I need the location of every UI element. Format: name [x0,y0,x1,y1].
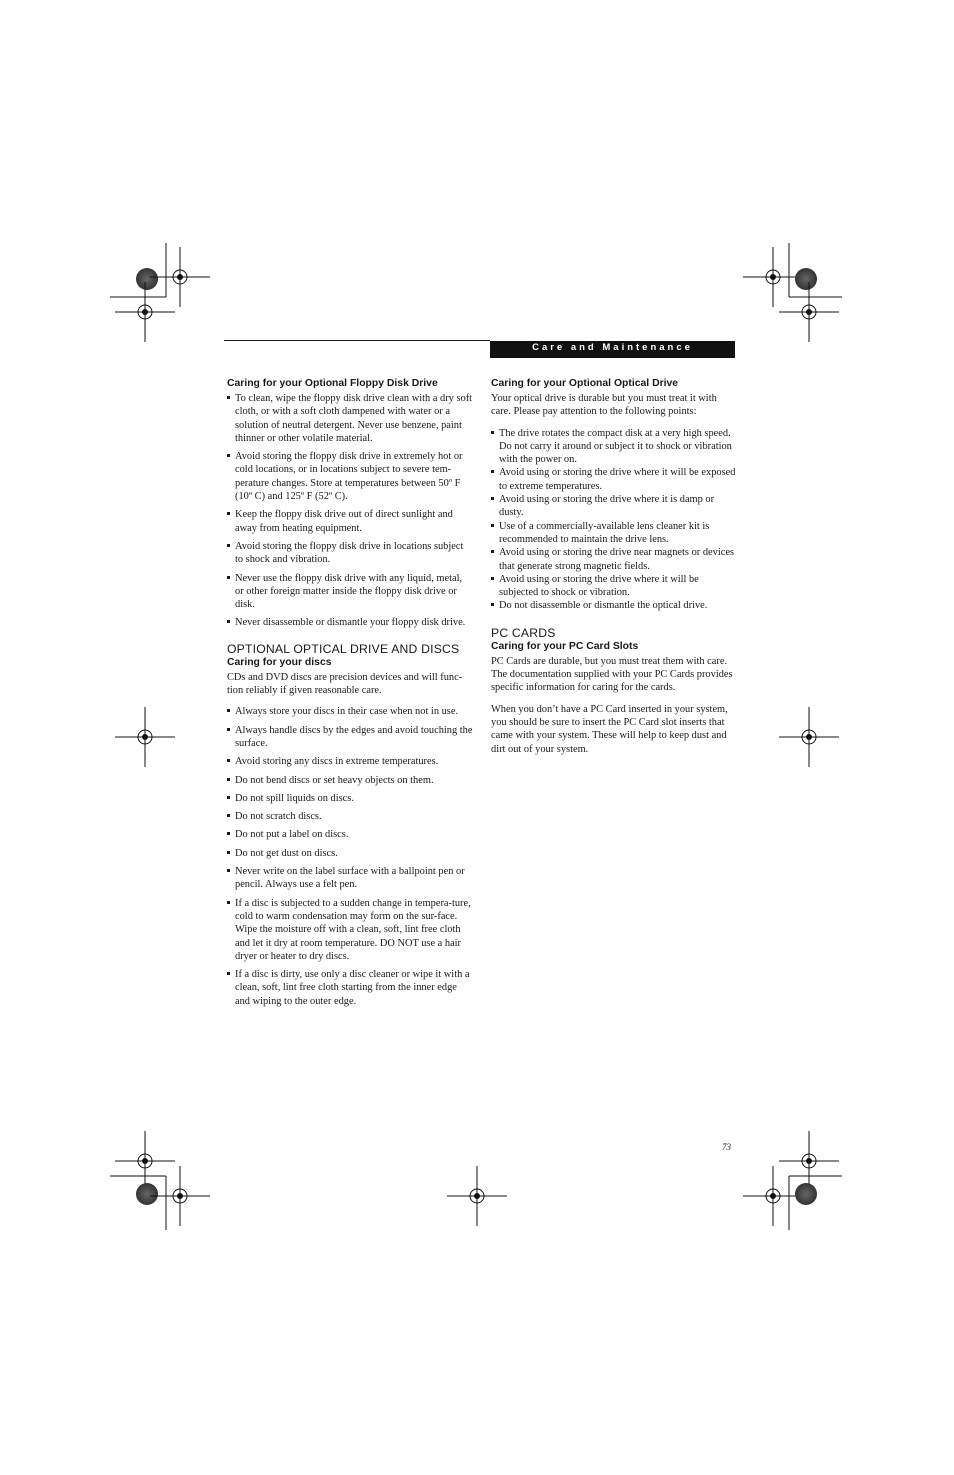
list-item: Do not spill liquids on discs. [227,792,473,805]
registration-mark-icon [795,1183,817,1205]
pc-cards-para-2: When you don’t have a PC Card inserted in your system, you should be sure to insert the PC Card slot inserts that came with your system. These will help to keep dust and dirt out of your system. [491,703,728,755]
list-item: Never write on the label surface with a ballpoint pen or pencil. Always use a felt pen. [227,865,473,892]
list-item: Keep the floppy disk drive out of direct sunlight and away from heating equipment. [227,508,473,535]
optical-drive-heading: Caring for your Optional Optical Drive [491,378,679,389]
list-item: Avoid storing the floppy disk drive in extremely hot or cold locations, or in locations subject to severe tem-perature changes. Store at temperatures between 50º F (10º C) and 125º F (52º C). [227,450,473,503]
page-number: 73 [722,1142,731,1152]
registration-mark-icon [743,1166,803,1226]
registration-mark-icon [779,1131,839,1191]
list-item: If a disc is dirty, use only a disc cleaner or wipe it with a clean, soft, lint free cloth starting from the inner edge and wiping to the outer edge. [227,968,473,1008]
list-item: Always handle discs by the edges and avoid touching the surface. [227,724,473,751]
optical-drive-intro: Your optical drive is durable but you must treat it with care. Please pay attention to the following points: [491,393,717,418]
optical-discs-section-title: OPTIONAL OPTICAL DRIVE AND DISCS [227,641,460,656]
pc-cards-para-1: PC Cards are durable, but you must treat them with care. The documentation supplied with your PC Cards provides specific information for caring for the cards. [491,655,733,694]
registration-mark-icon [779,282,839,342]
registration-mark-icon [136,1183,158,1205]
list-item: Never use the floppy disk drive with any liquid, metal, or other foreign matter inside the floppy disk drive or disk. [227,572,473,612]
registration-mark-icon [779,707,839,767]
list-item: If a disc is subjected to a sudden change in tempera-ture, cold to warm condensation may form on the sur-face. Wipe the moisture off with a clean, soft, lint free cloth and let it dry at room temperature. DO NOT use a hair dryer or heater to dry discs. [227,897,473,963]
discs-heading: Caring for your discs [227,656,332,668]
discs-intro: CDs and DVD discs are precision devices and will func-tion reliably if given reasonable care. [227,671,463,697]
list-item: Do not put a label on discs. [227,828,473,841]
list-item: Do not disassemble or dismantle the optical drive. [491,599,737,612]
registration-mark-icon [150,1166,210,1226]
list-item: Avoid storing the floppy disk drive in locations subject to shock and vibration. [227,540,473,567]
list-item: Avoid storing any discs in extreme temperatures. [227,755,473,768]
registration-mark-icon [150,247,210,307]
list-item: Always store your discs in their case when not in use. [227,705,473,718]
list-item: Do not get dust on discs. [227,847,473,860]
registration-mark-icon [795,268,817,290]
pc-cards-section-title: PC CARDS [491,625,556,640]
list-item: Avoid using or storing the drive near magnets or devices that generate strong magnetic fields. [491,546,737,573]
list-item: The drive rotates the compact disk at a very high speed. Do not carry it around or subject it to shock or vibration with the power on. [491,427,737,467]
list-item: Do not bend discs or set heavy objects on them. [227,774,473,787]
list-item: Never disassemble or dismantle your floppy disk drive. [227,616,473,629]
list-item: To clean, wipe the floppy disk drive clean with a dry soft cloth, or with a soft cloth dampened with water or a solution of neutral detergent. Never use benzene, paint thinner or other volatile material. [227,392,473,445]
list-item: Use of a commercially-available lens cleaner kit is recommended to maintain the drive lens. [491,520,737,547]
list-item: Avoid using or storing the drive where it will be exposed to extreme temperatures. [491,466,737,493]
registration-mark-icon [136,268,158,290]
running-header: Care and Maintenance [490,341,735,358]
pc-card-slots-heading: Caring for your PC Card Slots [491,640,639,652]
floppy-heading: Caring for your Optional Floppy Disk Drive [227,378,438,389]
registration-mark-icon [115,707,175,767]
list-item: Do not scratch discs. [227,810,473,823]
registration-mark-icon [447,1166,507,1226]
list-item: Avoid using or storing the drive where it will be subjected to shock or vibration. [491,573,737,600]
registration-mark-icon [743,247,803,307]
list-item: Avoid using or storing the drive where it is damp or dusty. [491,493,737,520]
